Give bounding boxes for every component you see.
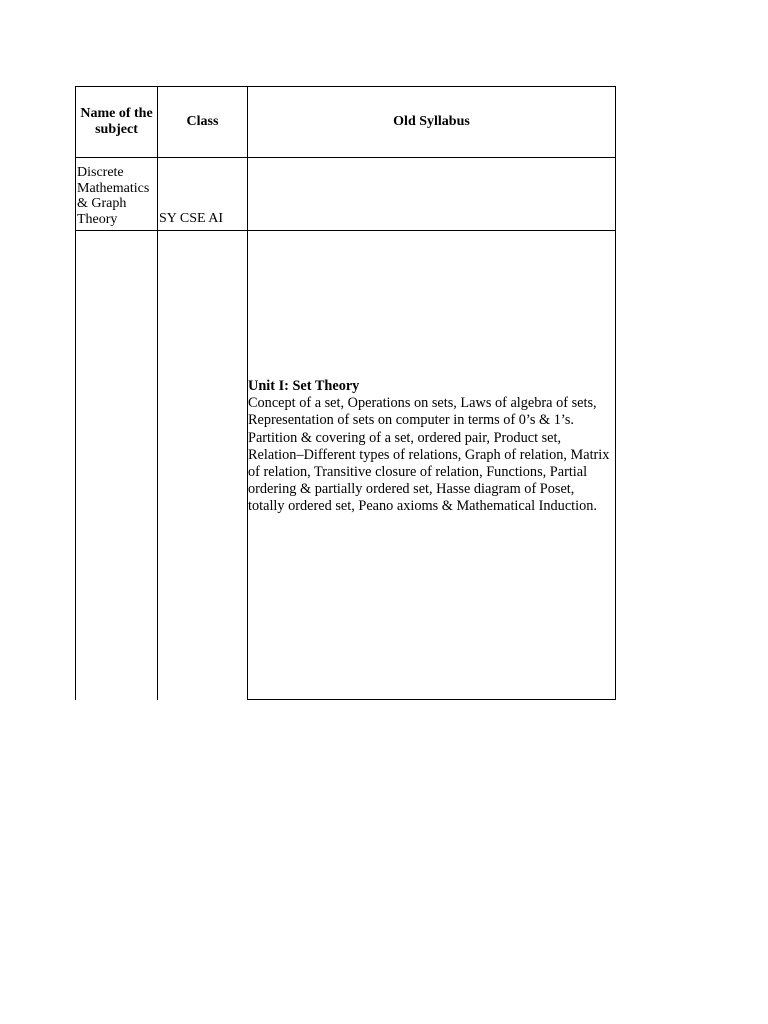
row1-class — [159, 211, 246, 229]
row2-syllabus — [248, 378, 614, 516]
header-subject-label: Name of the subject — [80, 106, 153, 137]
header-subject — [76, 87, 157, 157]
unit-title: Unit I: Set Theory — [248, 378, 360, 394]
table-rule-bottom — [247, 699, 616, 700]
row2-class — [158, 231, 247, 699]
header-class-label: Class — [186, 114, 219, 129]
header-syllabus-label: Old Syllabus — [393, 114, 470, 129]
row1-subject — [77, 165, 156, 229]
unit-body: Concept of a set, Operations on sets, Laws of algebra of sets, Representation of sets on computer in terms of 0’s & 1’s. Partition & covering of a set, ordered pair, Product set, Relation–Different types of relations, Graph of relation, Matrix of relation, Transitive closure of relation, Functions, Partial ordering & partially ordered set, Hasse diagram of Poset, totally ordered set, Peano axioms & Mathematical Induction. — [248, 395, 610, 515]
table-rule-right — [615, 86, 616, 700]
row2-subject — [76, 231, 157, 699]
row1-class-text: SY CSE AI — [159, 211, 224, 226]
header-class — [158, 87, 247, 157]
row1-subject-text: Discrete Mathematics & Graph Theory — [77, 165, 150, 227]
row1-syllabus — [248, 158, 615, 230]
header-syllabus — [248, 87, 615, 157]
